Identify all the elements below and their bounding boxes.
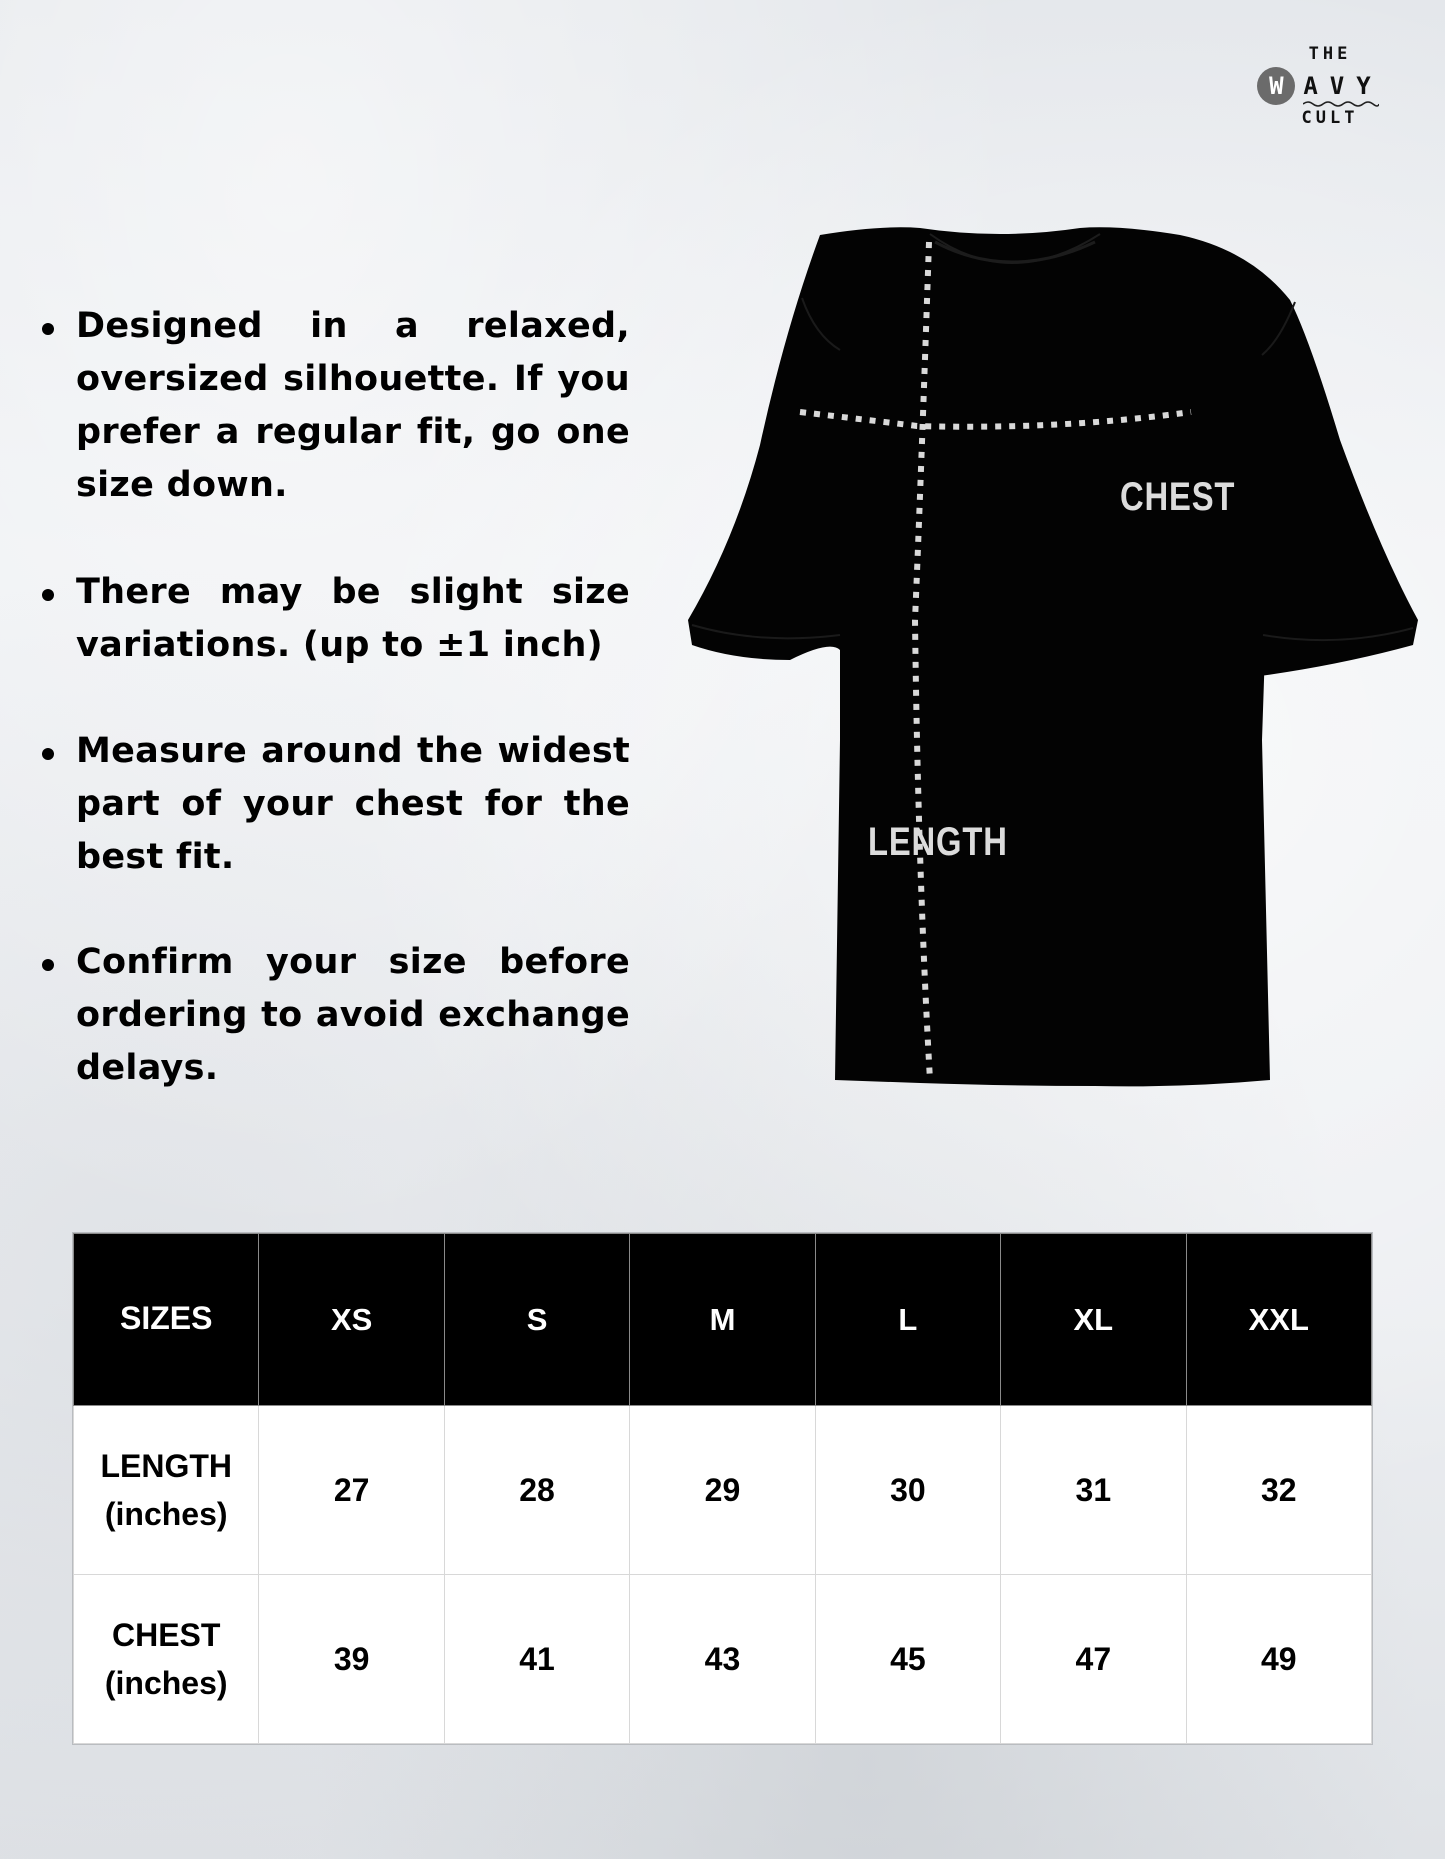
logo-top-text: THE bbox=[1308, 44, 1352, 64]
table-cell: 28 bbox=[444, 1406, 629, 1575]
bullet-icon bbox=[42, 589, 54, 601]
fit-note: Designed in a relaxed, oversized silhouette. If you prefer a regular fit, go one size down. bbox=[40, 300, 630, 512]
size-column-header: S bbox=[444, 1234, 629, 1406]
table-cell: 32 bbox=[1186, 1406, 1371, 1575]
logo-middle-text: AVY bbox=[1303, 72, 1382, 100]
tshirt-icon bbox=[680, 220, 1430, 1100]
bullet-icon bbox=[42, 323, 54, 335]
fit-note: Measure around the widest part of your chest for the best fit. bbox=[40, 725, 630, 884]
table-cell: 27 bbox=[259, 1406, 444, 1575]
brand-logo bbox=[1250, 44, 1390, 140]
row-label-chest: CHEST (inches) bbox=[74, 1575, 259, 1744]
table-cell: 47 bbox=[1001, 1575, 1186, 1744]
size-column-header: XS bbox=[259, 1234, 444, 1406]
table-cell: 49 bbox=[1186, 1575, 1371, 1744]
row-label-length: LENGTH (inches) bbox=[74, 1406, 259, 1575]
length-label: LENGTH bbox=[868, 820, 1008, 864]
size-column-header: XXL bbox=[1186, 1234, 1371, 1406]
bullet-icon bbox=[42, 748, 54, 760]
size-chart-table bbox=[73, 1233, 1372, 1744]
logo-w-badge-icon: W bbox=[1257, 67, 1295, 105]
tshirt-measurement-diagram bbox=[680, 220, 1430, 1100]
size-column-header: L bbox=[815, 1234, 1000, 1406]
size-header-row bbox=[74, 1234, 1372, 1406]
bullet-icon bbox=[42, 959, 54, 971]
size-column-header: M bbox=[630, 1234, 815, 1406]
table-cell: 45 bbox=[815, 1575, 1000, 1744]
table-cell: 29 bbox=[630, 1406, 815, 1575]
table-row-length bbox=[74, 1406, 1372, 1575]
table-cell: 43 bbox=[630, 1575, 815, 1744]
table-cell: 31 bbox=[1001, 1406, 1186, 1575]
logo-main-row bbox=[1250, 66, 1390, 106]
logo-bottom-text: CULT bbox=[1301, 108, 1359, 128]
table-row-chest bbox=[74, 1575, 1372, 1744]
table-cell: 30 bbox=[815, 1406, 1000, 1575]
table-cell: 41 bbox=[444, 1575, 629, 1744]
fit-notes-list bbox=[40, 300, 630, 1149]
fit-note: There may be slight size variations. (up to ±1 inch) bbox=[40, 566, 630, 672]
size-column-header: XL bbox=[1001, 1234, 1186, 1406]
chest-label: CHEST bbox=[1120, 475, 1236, 519]
wave-icon bbox=[1303, 100, 1379, 108]
table-cell: 39 bbox=[259, 1575, 444, 1744]
fit-note: Confirm your size before ordering to avoid exchange delays. bbox=[40, 936, 630, 1095]
sizes-header-cell: SIZES bbox=[74, 1234, 259, 1406]
